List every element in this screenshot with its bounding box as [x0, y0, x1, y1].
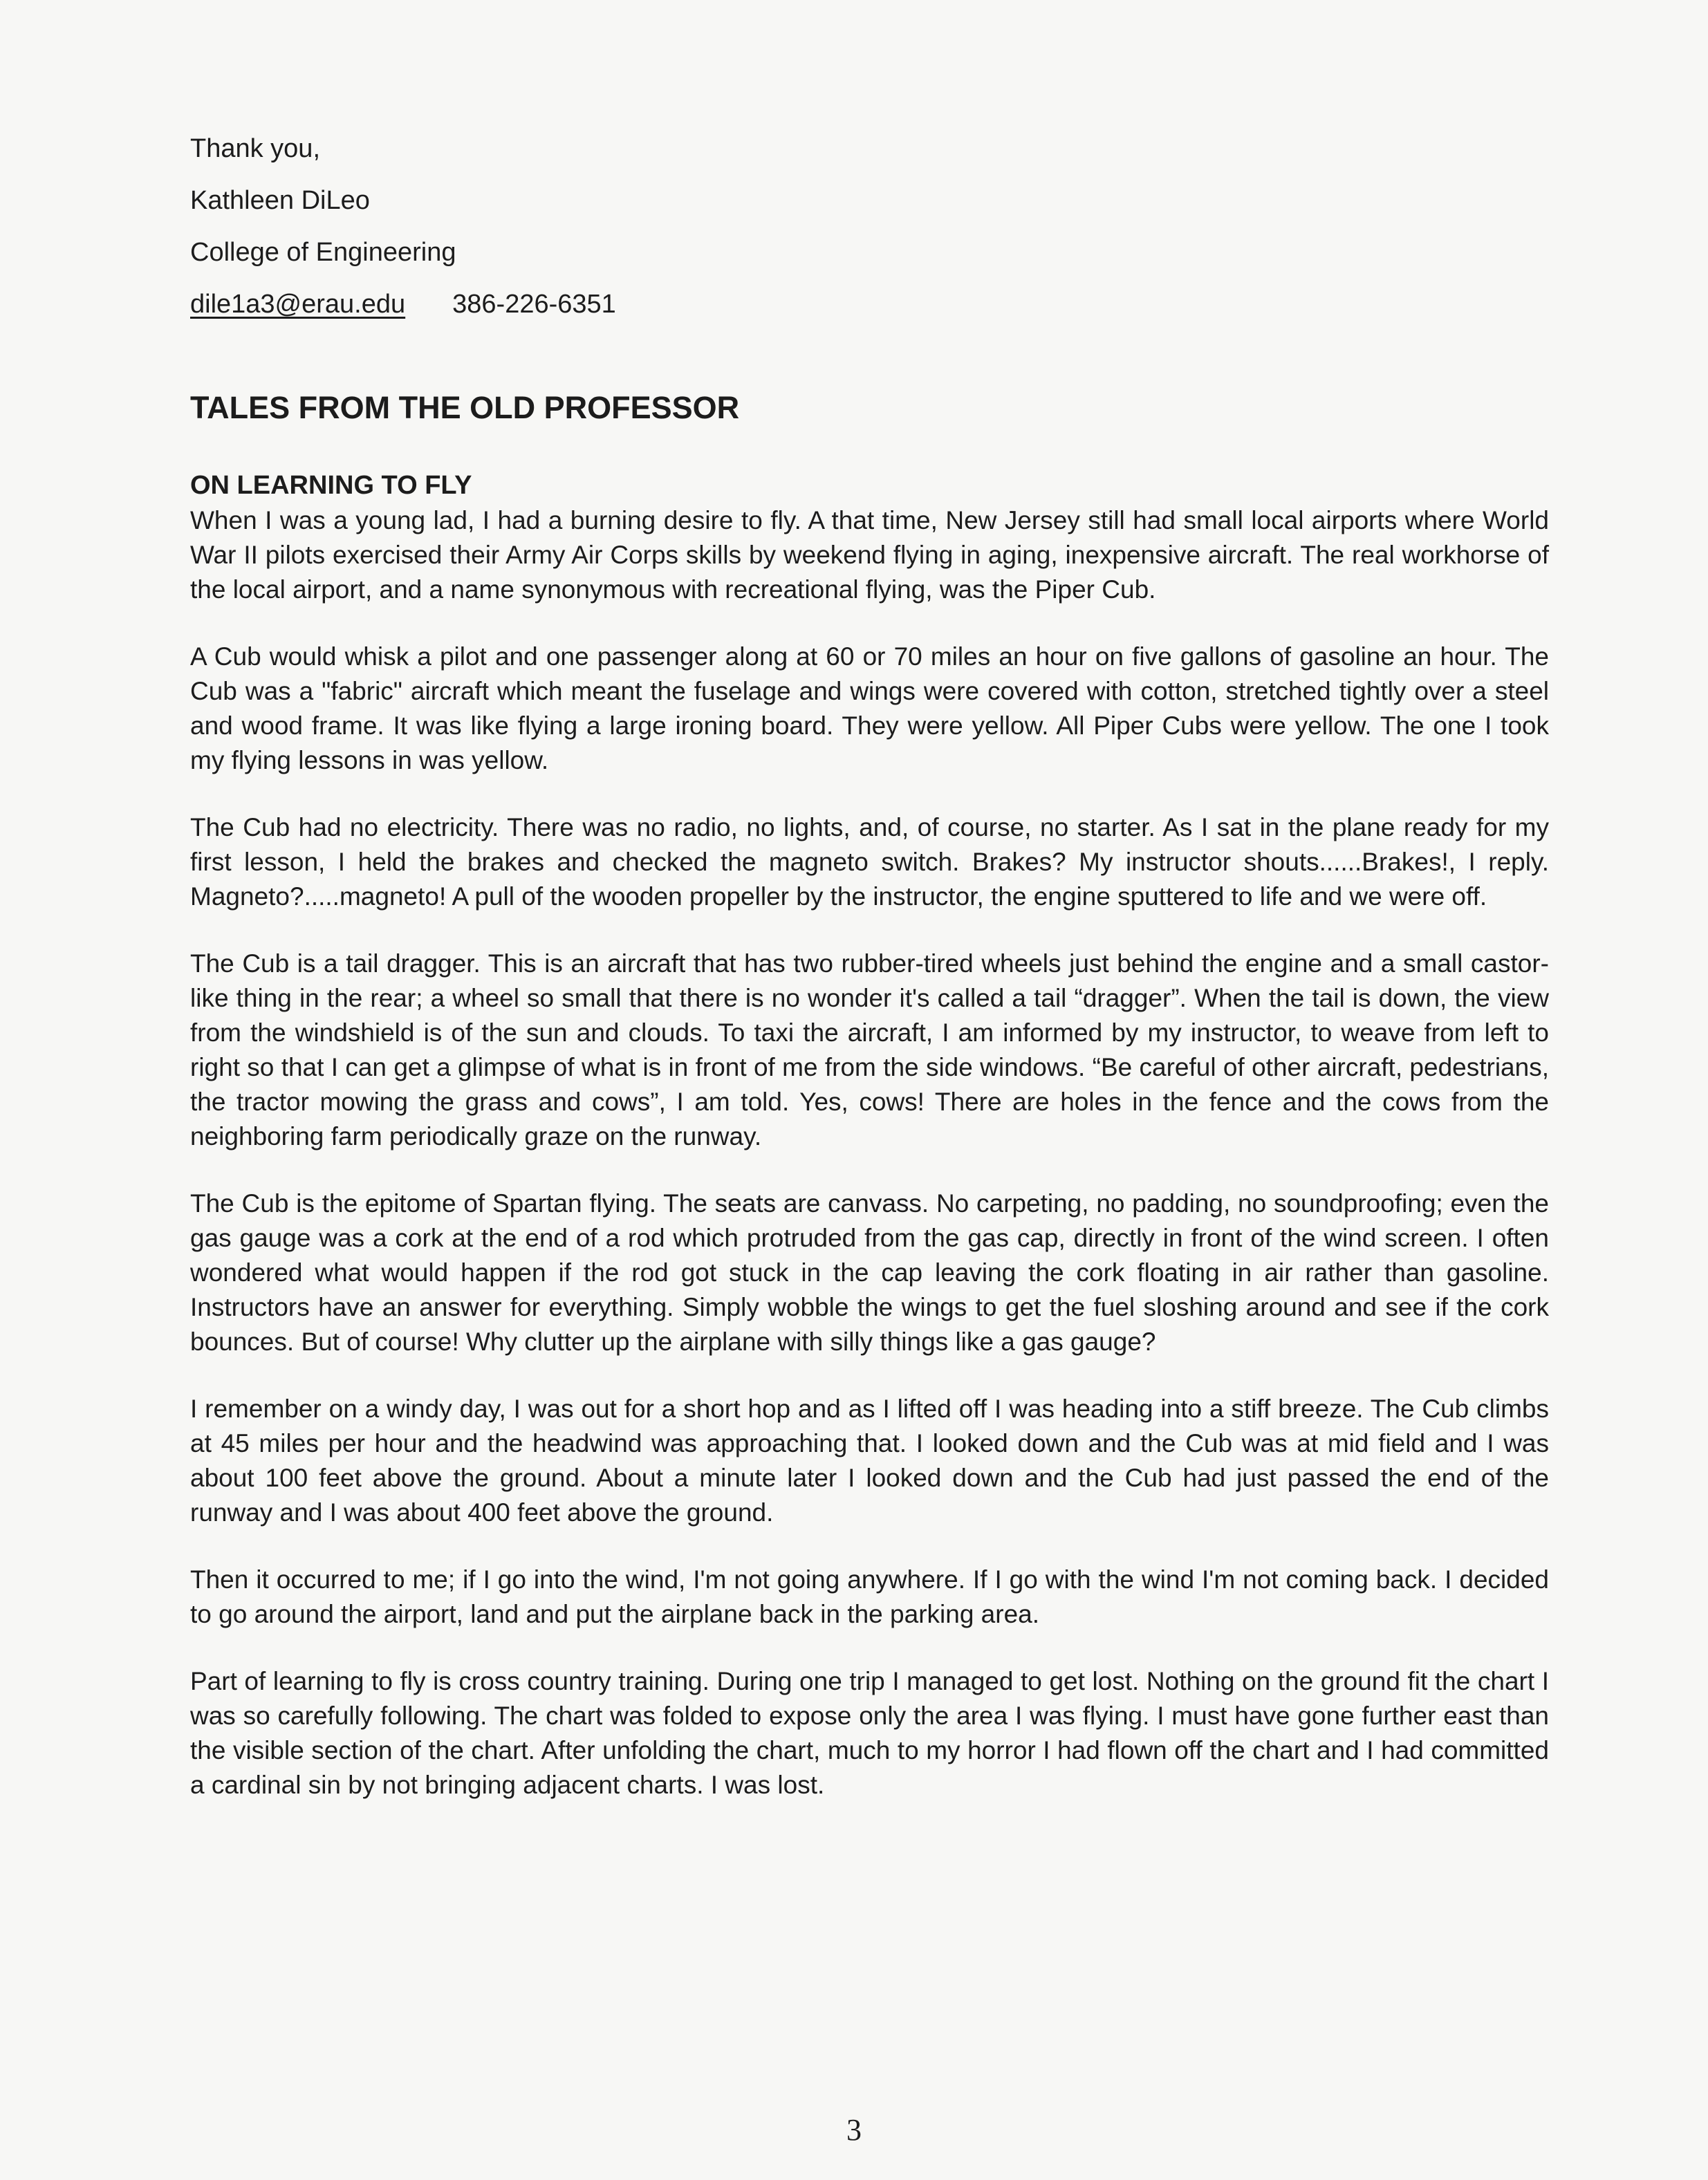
letter-closing	[190, 123, 616, 330]
salutation: Thank you,	[190, 134, 320, 163]
email-link[interactable]: dile1a3@erau.edu	[190, 290, 406, 319]
paragraph: Then it occurred to me; if I go into the wind, I'm not going anywhere. If I go with the wind I'm not coming back. I decided to go around the airport, land and put the airplane back in the parking area.	[190, 1565, 1549, 1628]
contact-line	[190, 279, 616, 330]
section-heading: ON LEARNING TO FLY	[190, 471, 472, 500]
phone-number: 386-226-6351	[452, 290, 616, 319]
paragraph: The Cub is the epitome of Spartan flying. The seats are canvass. No carpeting, no padding, no soundproofing; even the gas gauge was a cork at the end of a rod which protruded from the gas cap, directly in front of the wind screen. I often wondered what would happen if the rod got stuck in the cap leaving the cork floating in air rather than gasoline. Instructors have an answer for everything. Simply wobble the wings to get the fuel sloshing around and see if the cork bounces. But of course! Why clutter up the airplane with silly things like a gas gauge?	[190, 1189, 1549, 1356]
page-number: 3	[846, 2113, 862, 2147]
paragraph: When I was a young lad, I had a burning desire to fly. A that time, New Jersey still had small local airports where World War II pilots exercised their Army Air Corps skills by weekend flying in aging, inexpensive aircraft. The real workhorse of the local airport, and a name synonymous with recreational flying, was the Piper Cub.	[190, 506, 1549, 604]
paragraph: I remember on a windy day, I was out for a short hop and as I lifted off I was heading into a stiff breeze. The Cub climbs at 45 miles per hour and the headwind was approaching that. I looked down and the Cub was at mid field and I was about 100 feet above the ground. About a minute later I looked down and the Cub had just passed the end of the runway and I was about 400 feet above the ground.	[190, 1395, 1549, 1527]
article-title: TALES FROM THE OLD PROFESSOR	[190, 390, 740, 425]
paragraph: A Cub would whisk a pilot and one passenger along at 60 or 70 miles an hour on five gallons of gasoline an hour. The Cub was a "fabric" aircraft which meant the fuselage and wings were covered with cotton, stretched tightly over a steel and wood frame. It was like flying a large ironing board. They were yellow. All Piper Cubs were yellow. The one I took my flying lessons in was yellow.	[190, 642, 1549, 774]
paragraph: The Cub had no electricity. There was no radio, no lights, and, of course, no starter. As I sat in the plane ready for my first lesson, I held the brakes and checked the magneto switch. Brakes? My instructor shouts......Brakes!, I reply. Magneto?.....magneto! A pull of the wooden propeller by the instructor, the engine sputtered to life and we were off.	[190, 813, 1549, 911]
article-body	[190, 467, 1549, 1835]
paragraph: The Cub is a tail dragger. This is an aircraft that has two rubber-tired wheels just behind the engine and a small castor-like thing in the rear; a wheel so small that there is no wonder it's called a tail “dragger”. When the tail is down, the view from the windshield is of the sun and clouds. To taxi the aircraft, I am informed by my instructor, to weave from left to right so that I can get a glimpse of what is in front of me from the side windows. “Be careful of other aircraft, pedestrians, the tractor mowing the grass and cows”, I am told. Yes, cows! There are holes in the fence and the cows from the neighboring farm periodically graze on the runway.	[190, 949, 1549, 1150]
paragraph: Part of learning to fly is cross country training. During one trip I managed to get lost. Nothing on the ground fit the chart I was so carefully following. The chart was folded to expose only the area I was flying. I must have gone further east than the visible section of the chart. After unfolding the chart, much to my horror I had flown off the chart and I had committed a cardinal sin by not bringing adjacent charts. I was lost.	[190, 1667, 1549, 1799]
sender-name: Kathleen DiLeo	[190, 186, 370, 215]
sender-department: College of Engineering	[190, 238, 456, 267]
